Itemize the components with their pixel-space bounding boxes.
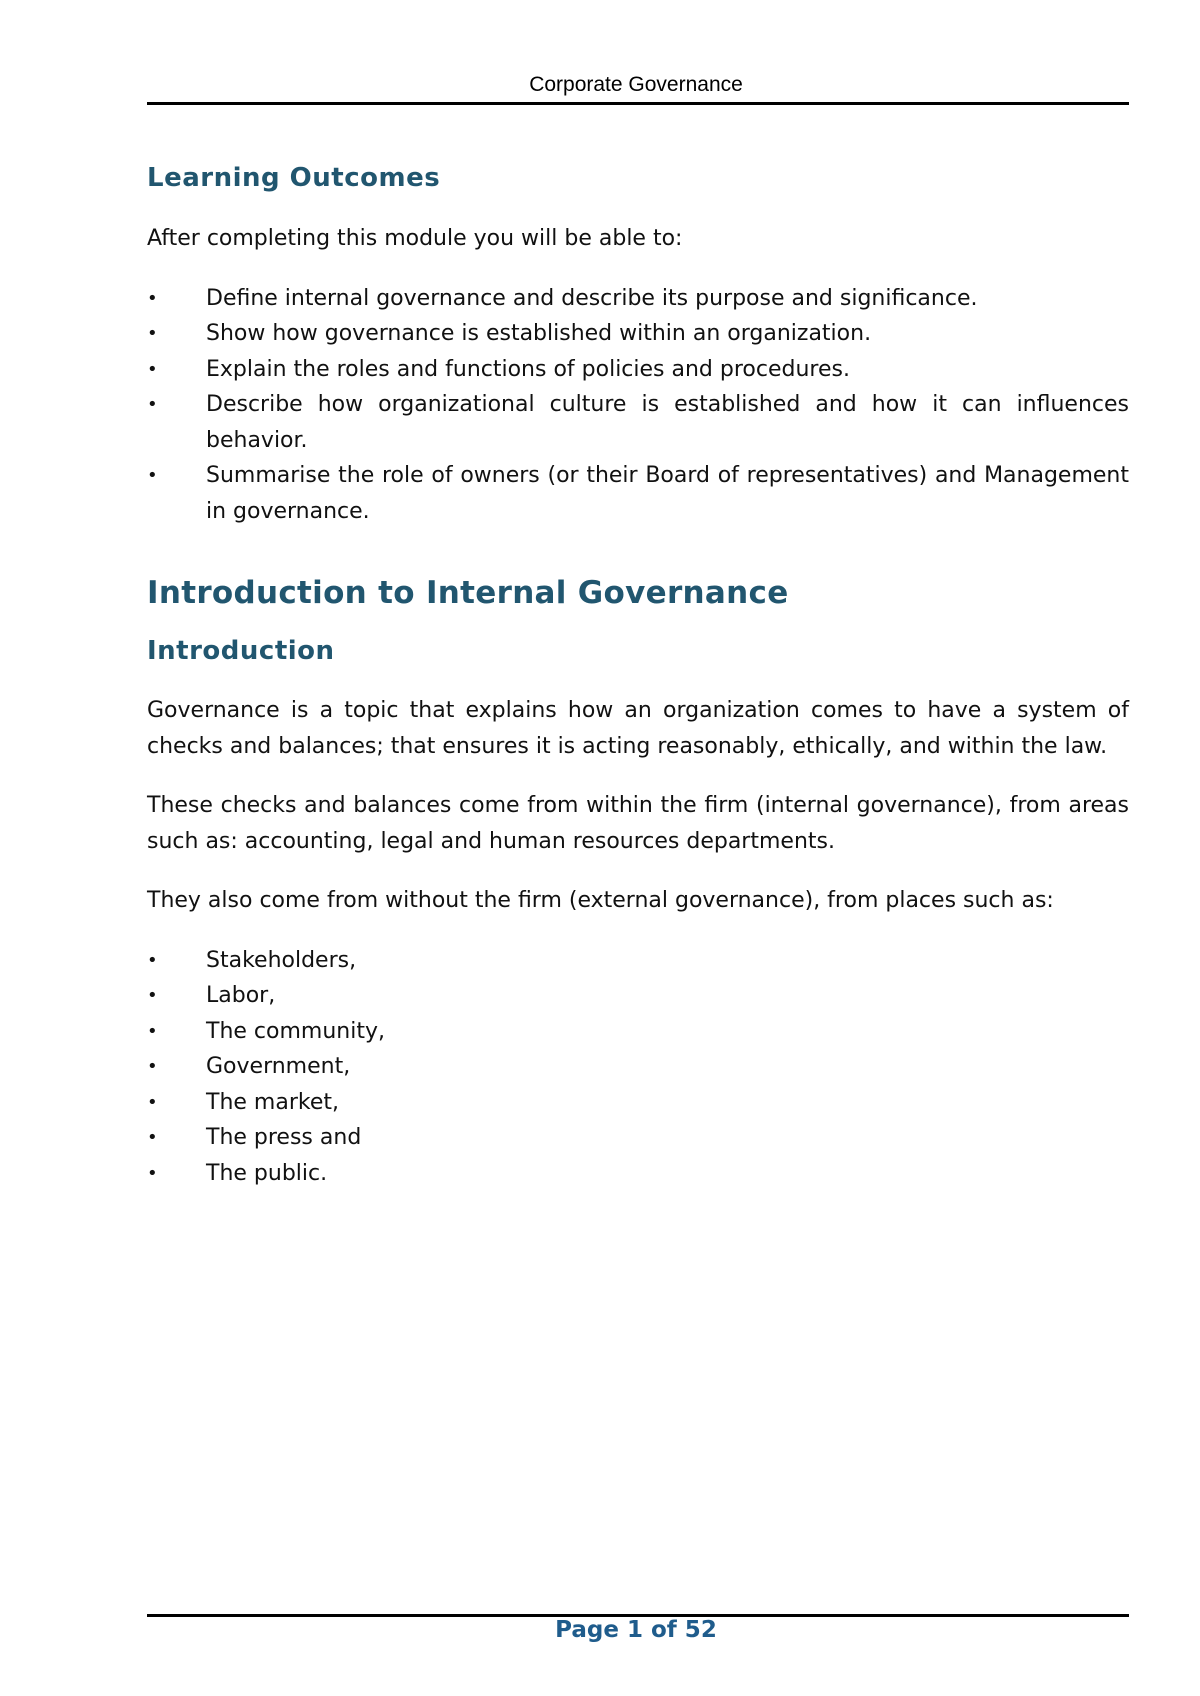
list-item (147, 1085, 1129, 1121)
bullet-icon: • (147, 287, 158, 309)
bullet-icon: • (147, 1020, 158, 1042)
list-item-text: Explain the roles and functions of policies and procedures. (206, 356, 850, 382)
bullet-icon: • (147, 1162, 158, 1184)
list-item (147, 387, 1129, 458)
header-rule (147, 102, 1129, 105)
list-item (147, 352, 1129, 388)
list-item (147, 1156, 1129, 1192)
list-item-text: The market, (206, 1089, 339, 1115)
bullet-icon: • (147, 1127, 158, 1148)
intro-paragraph-3: They also come from without the firm (external governance), from places such as: (147, 888, 1054, 913)
list-item (147, 978, 1129, 1014)
bullet-icon: • (147, 949, 158, 971)
learning-outcomes-list (147, 281, 1129, 530)
list-item-text: Government, (206, 1054, 351, 1079)
list-item-text: Stakeholders, (206, 947, 357, 973)
bullet-icon: • (147, 394, 158, 415)
list-item-text: The community, (206, 1018, 385, 1044)
list-item (147, 458, 1129, 529)
bullet-icon: • (147, 465, 158, 486)
list-item-text: Describe how organizational culture is established and how it can influences behavior. (206, 392, 1129, 453)
list-item (147, 943, 1129, 979)
bullet-icon: • (147, 985, 158, 1006)
list-item (147, 1014, 1129, 1050)
page-number: Page 1 of 52 (555, 1617, 717, 1643)
bullet-icon: • (147, 323, 158, 344)
bullet-icon: • (147, 1091, 158, 1113)
list-item (147, 1120, 1129, 1156)
learning-outcomes-heading: Learning Outcomes (147, 163, 441, 193)
section-title: Introduction to Internal Governance (147, 575, 789, 611)
list-item-text: Labor, (206, 983, 276, 1008)
bullet-icon: • (147, 1056, 158, 1077)
page-content (147, 160, 1129, 1191)
external-governance-list (147, 943, 1129, 1192)
intro-paragraph-1: Governance is a topic that explains how an organization comes to have a system of checks and balances; that ensures it is acting reasonably, ethically, and within the law. (147, 698, 1129, 759)
running-header-title: Corporate Governance (529, 73, 743, 96)
bullet-icon: • (147, 358, 158, 380)
list-item (147, 281, 1129, 317)
list-item-text: The press and (206, 1125, 362, 1150)
introduction-heading: Introduction (147, 636, 335, 666)
list-item-text: Show how governance is established within an organization. (206, 321, 872, 346)
list-item-text: The public. (206, 1160, 328, 1186)
learning-outcomes-intro: After completing this module you will be able to: (147, 226, 683, 251)
list-item-text: Define internal governance and describe its purpose and significance. (206, 285, 978, 311)
list-item (147, 1049, 1129, 1085)
list-item (147, 316, 1129, 352)
list-item-text: Summarise the role of owners (or their Board of representatives) and Management in governance. (206, 463, 1129, 524)
intro-paragraph-2: These checks and balances come from within the firm (internal governance), from areas such as: accounting, legal and human resources departments. (147, 793, 1129, 854)
